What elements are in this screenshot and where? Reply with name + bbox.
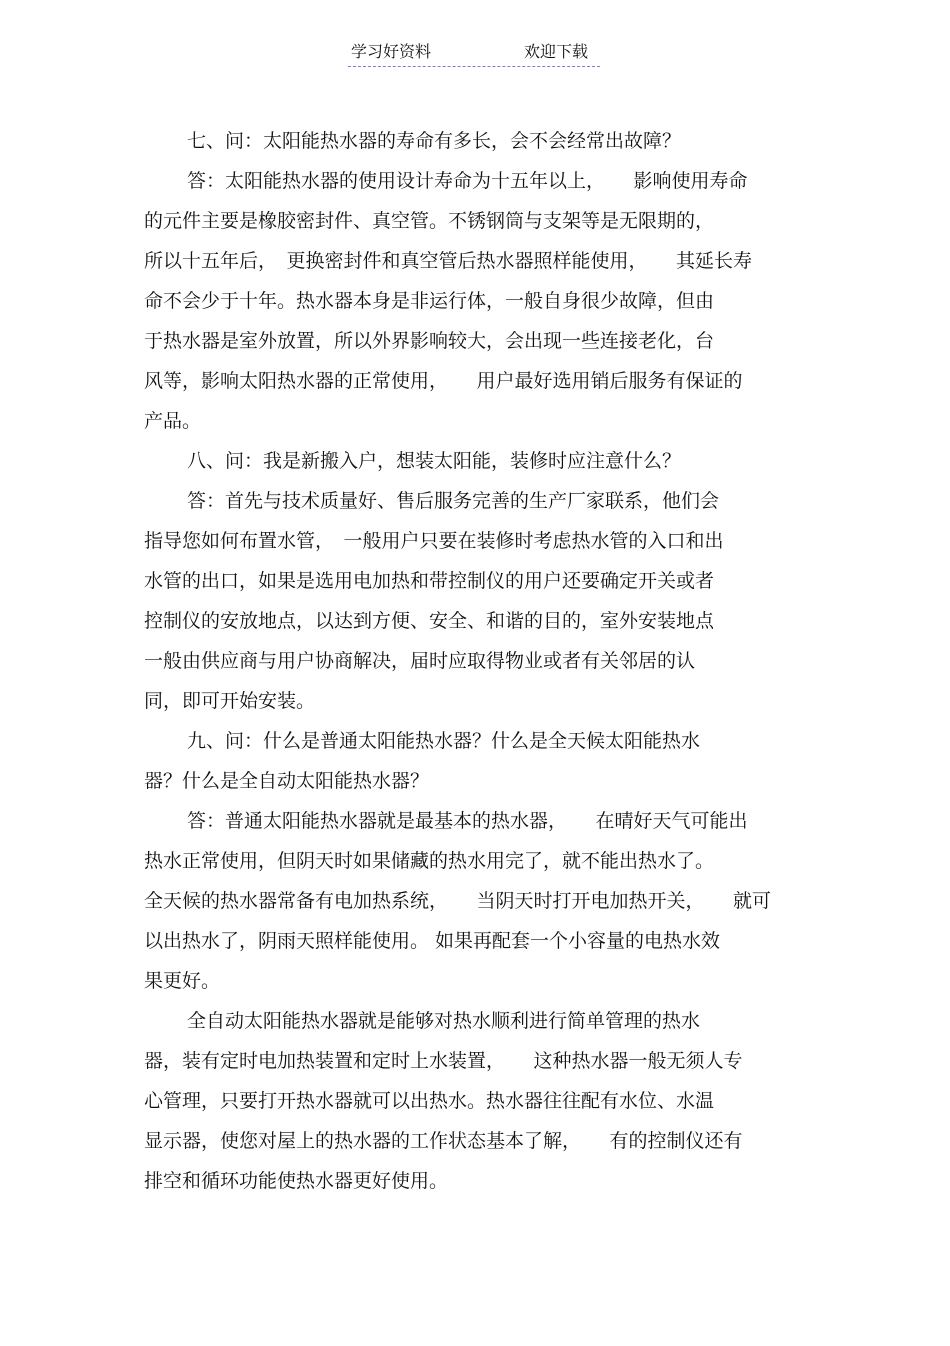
answer-9-line: 心管理，只要打开热水器就可以出热水。热水器往往配有水位、水温 [144,1090,715,1112]
question-9-line: 九、问：什么是普通太阳能热水器？什么是全天候太阳能热水 [187,730,701,752]
question-9-line: 器？什么是全自动太阳能热水器？ [144,770,430,792]
answer-7-line: 于热水器是室外放置，所以外界影响较大，会出现一些连接老化，台 [144,330,715,352]
answer-9-line: 全天候的热水器常备有电加热系统， 当阴天时打开电加热开关， 就可 [144,890,772,912]
answer-9-line: 器，装有定时电加热装置和定时上水装置， 这种热水器一般无须人专 [144,1050,743,1072]
answer-9-line: 显示器，使您对屋上的热水器的工作状态基本了解， 有的控制仪还有 [144,1130,743,1152]
answer-8-line: 一般由供应商与用户协商解决，届时应取得物业或者有关邻居的认 [144,650,696,672]
question-7-line: 七、问：太阳能热水器的寿命有多长，会不会经常出故障？ [187,130,682,152]
answer-8-line: 指导您如何布置水管， 一般用户只要在装修时考虑热水管的入口和出 [144,530,724,552]
answer-8-line: 答：首先与技术质量好、售后服务完善的生产厂家联系，他们会 [187,490,720,512]
header-left-text: 学习好资料 [351,42,432,61]
answer-9-line: 以出热水了，阴雨天照样能使用。 如果再配套一个小容量的电热水效 [144,930,721,952]
answer-8-line: 控制仪的安放地点，以达到方便、安全、和谐的目的，室外安装地点 [144,610,715,632]
answer-9-line: 排空和循环功能使热水器更好使用。 [144,1170,449,1192]
answer-9-line: 答：普通太阳能热水器就是最基本的热水器， 在晴好天气可能出 [187,810,748,832]
answer-9-line: 热水正常使用，但阴天时如果储藏的热水用完了，就不能出热水了。 [144,850,715,872]
answer-9-line: 全自动太阳能热水器就是能够对热水顺利进行简单管理的热水 [187,1010,701,1032]
answer-7-line: 风等，影响太阳热水器的正常使用， 用户最好选用销后服务有保证的 [144,370,743,392]
answer-7-line: 所以十五年后， 更换密封件和真空管后热水器照样能使用， 其延长寿 [144,250,753,272]
answer-8-line: 同，即可开始安装。 [144,690,316,712]
answer-9-line: 果更好。 [144,970,221,992]
answer-7-line: 命不会少于十年。热水器本身是非运行体，一般自身很少故障，但由 [144,290,715,312]
answer-7-line: 答：太阳能热水器的使用设计寿命为十五年以上， 影响使用寿命 [187,170,748,192]
answer-7-line: 的元件主要是橡胶密封件、真空管。不锈钢筒与支架等是无限期的， [144,210,715,232]
question-8-line: 八、问：我是新搬入户，想装太阳能，装修时应注意什么？ [187,450,682,472]
page-header [348,42,600,67]
answer-7-line: 产品。 [144,410,202,432]
header-right-text: 欢迎下载 [524,42,589,61]
answer-8-line: 水管的出口，如果是选用电加热和带控制仪的用户还要确定开关或者 [144,570,715,592]
